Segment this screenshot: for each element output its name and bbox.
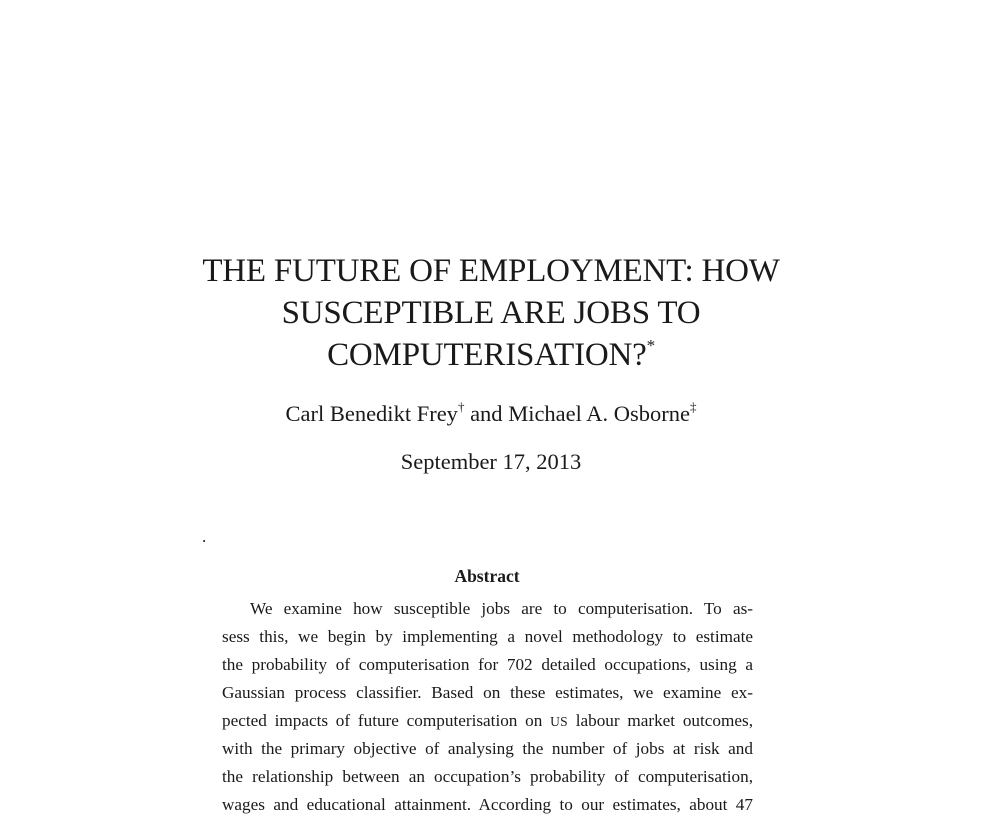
author-second-footnote-mark: ‡ (690, 399, 697, 414)
abstract-line: Gaussian process classifier. Based on these estimates, we examine ex- (222, 683, 753, 702)
abstract-line: with the primary objective of analysing the number of jobs at risk and (222, 739, 753, 758)
paper-date: September 17, 2013 (400, 449, 582, 474)
author-second: Michael A. Osborne (508, 401, 691, 426)
abstract-line: the relationship between an occupation’s probability of computerisation, (222, 767, 753, 786)
paper-title (0, 250, 982, 376)
abstract-smallcaps-us: US (550, 714, 568, 729)
abstract-body (222, 595, 753, 819)
abstract-line: the probability of computerisation for 702 detailed occupations, using a (222, 655, 753, 674)
title-line-last (0, 334, 982, 376)
author-line (0, 399, 982, 429)
author-first: Carl Benedikt Frey (285, 401, 458, 426)
title-line-text: COMPUTERISATION? (327, 337, 647, 373)
title-line: SUSCEPTIBLE ARE JOBS TO (281, 295, 701, 331)
title-footnote-mark: * (646, 336, 655, 355)
abstract-line-text: pected impacts of future computerisation on (222, 711, 551, 730)
author-joiner: and (464, 401, 509, 426)
author-first-footnote-mark: † (457, 399, 465, 414)
abstract-heading: Abstract (454, 566, 520, 586)
abstract-line: sess this, we begin by implementing a novel methodology to estimate (222, 627, 753, 646)
abstract-line (222, 707, 753, 735)
abstract-line: wages and educational attainment. According to our estimates, about 47 (222, 795, 753, 814)
stray-period: . (202, 527, 207, 546)
abstract-line: We examine how susceptible jobs are to computerisation. To as- (250, 599, 753, 618)
abstract-line-text: labour market outcomes, (567, 711, 753, 730)
title-line: THE FUTURE OF EMPLOYMENT: HOW (202, 253, 780, 289)
